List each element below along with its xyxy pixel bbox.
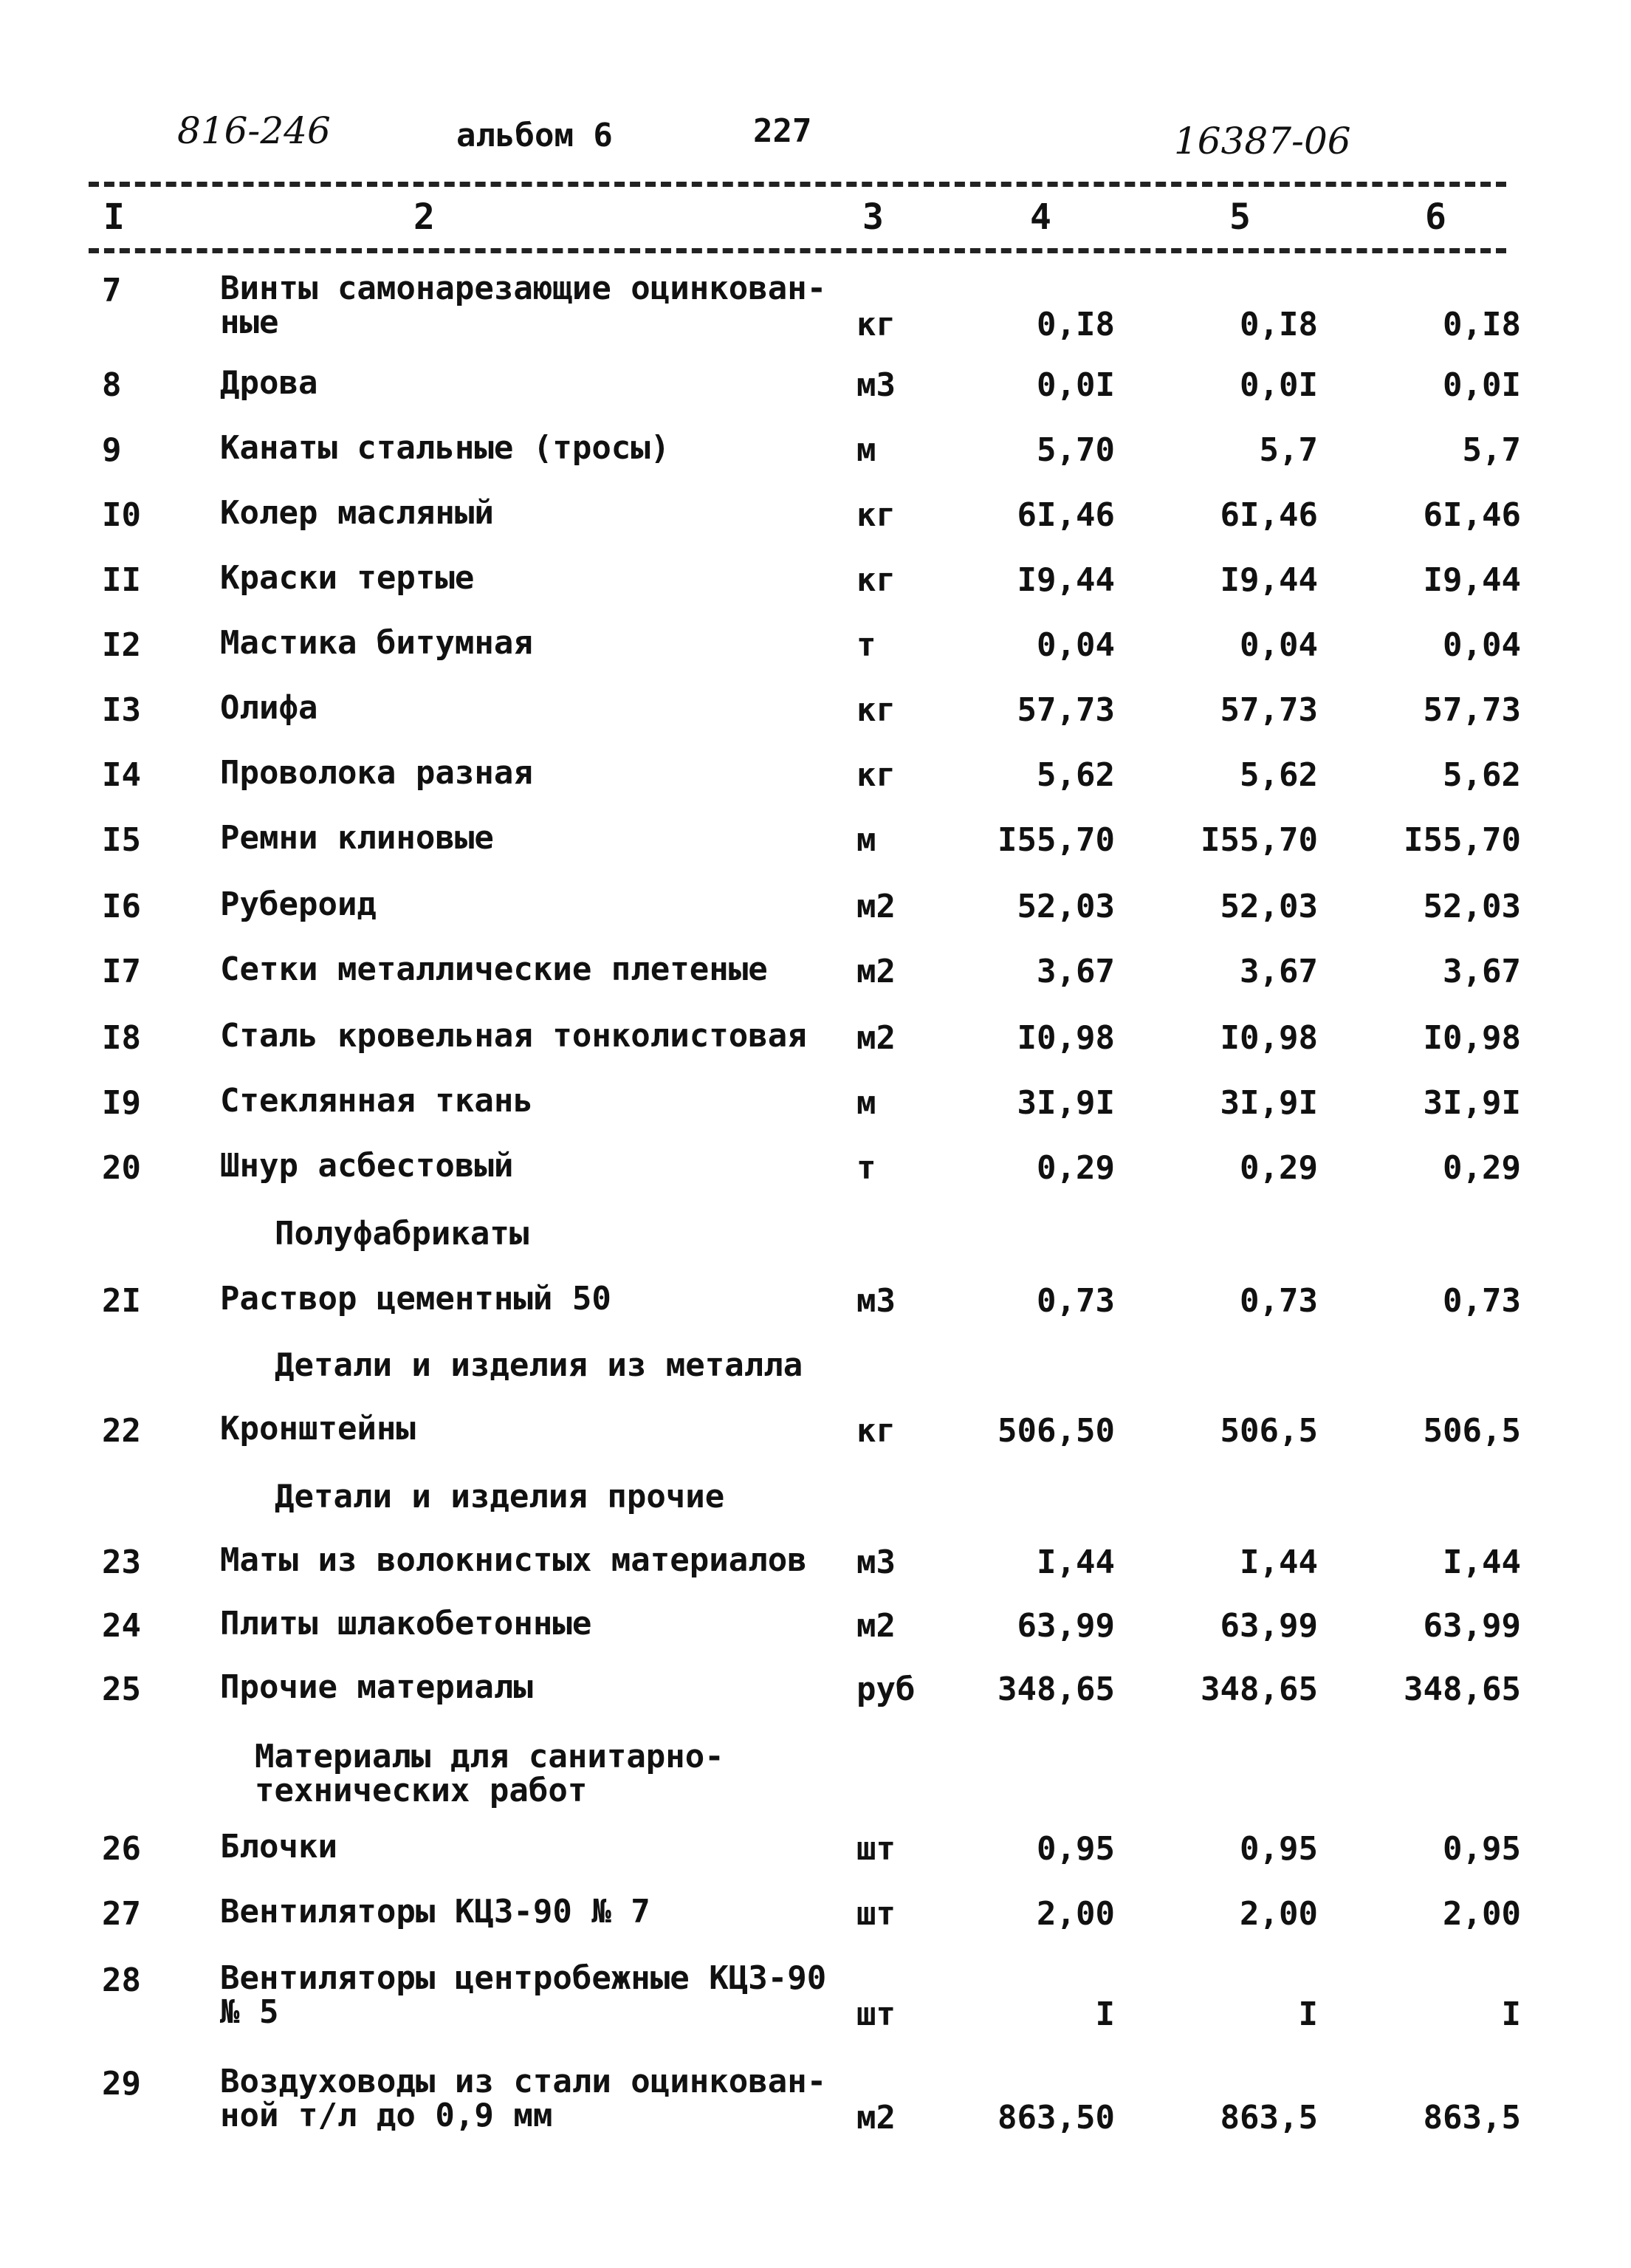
- unit: м3: [856, 1282, 896, 1320]
- column-header-5: 5: [1229, 196, 1251, 238]
- value-col-5: I0,98: [1220, 1019, 1318, 1057]
- row-number: 20: [102, 1149, 141, 1187]
- album-label: альбом 6: [456, 117, 613, 154]
- value-col-5: 5,62: [1240, 756, 1318, 794]
- row-number: 26: [102, 1830, 141, 1868]
- material-name: Мастика битумная: [220, 624, 533, 662]
- row-number: I5: [102, 821, 141, 859]
- material-name: Сетки металлические плетеные: [220, 950, 768, 988]
- value-col-6: 3,67: [1443, 953, 1521, 990]
- material-name: Дрова: [220, 364, 318, 402]
- unit: шт: [856, 1995, 896, 2033]
- row-number: I9: [102, 1084, 141, 1122]
- value-col-4: 5,70: [1037, 431, 1115, 469]
- value-col-4: 3I,9I: [1017, 1084, 1115, 1122]
- value-col-5: 0,73: [1240, 1282, 1318, 1320]
- header-top-rule: [89, 182, 1506, 193]
- section-heading: Детали и изделия прочие: [275, 1478, 725, 1515]
- column-header-2: 2: [413, 196, 435, 238]
- value-col-4: 0,0I: [1037, 366, 1115, 404]
- section-heading: Детали и изделия из металла: [275, 1346, 803, 1384]
- unit: м2: [856, 953, 896, 990]
- row-number: II: [102, 561, 141, 599]
- value-col-6: I9,44: [1423, 561, 1521, 599]
- value-col-5: 5,7: [1259, 431, 1318, 469]
- value-col-6: 0,I8: [1443, 306, 1521, 343]
- material-name: Воздуховоды из стали оцинкован- ной т/л до 0,9 мм: [220, 2063, 827, 2134]
- value-col-6: 6I,46: [1423, 496, 1521, 534]
- column-header-1: I: [103, 196, 125, 238]
- material-name: Кронштейны: [220, 1410, 416, 1448]
- value-col-6: I55,70: [1404, 821, 1521, 859]
- value-col-5: 57,73: [1220, 691, 1318, 729]
- unit: кг: [856, 496, 896, 534]
- material-name: Сталь кровельная тонколистовая: [220, 1017, 807, 1055]
- row-number: I7: [102, 953, 141, 990]
- value-col-6: 0,04: [1443, 626, 1521, 664]
- unit: м2: [856, 888, 896, 925]
- value-col-5: 863,5: [1220, 2099, 1318, 2137]
- value-col-4: 2,00: [1037, 1895, 1115, 1933]
- row-number: 9: [102, 431, 122, 469]
- value-col-6: 863,5: [1423, 2099, 1521, 2137]
- value-col-6: 5,7: [1462, 431, 1521, 469]
- material-name: Вентиляторы КЦЗ-90 № 7: [220, 1893, 650, 1930]
- unit: м3: [856, 1544, 896, 1581]
- value-col-4: 0,95: [1037, 1830, 1115, 1868]
- value-col-4: I: [1095, 1995, 1115, 2033]
- material-name: Шнур асбестовый: [220, 1147, 514, 1185]
- value-col-5: I55,70: [1201, 821, 1318, 859]
- row-number: 2I: [102, 1282, 141, 1320]
- value-col-6: 2,00: [1443, 1895, 1521, 1933]
- value-col-4: 863,50: [998, 2099, 1115, 2137]
- material-name: Блочки: [220, 1828, 337, 1866]
- value-col-5: 0,0I: [1240, 366, 1318, 404]
- section-heading: Материалы для санитарно- технических работ: [255, 1738, 724, 1809]
- value-col-6: 63,99: [1423, 1607, 1521, 1645]
- value-col-6: 506,5: [1423, 1412, 1521, 1450]
- row-number: 23: [102, 1544, 141, 1581]
- value-col-4: I,44: [1037, 1544, 1115, 1581]
- value-col-4: 52,03: [1017, 888, 1115, 925]
- value-col-5: 2,00: [1240, 1895, 1318, 1933]
- value-col-5: I,44: [1240, 1544, 1318, 1581]
- material-name: Маты из волокнистых материалов: [220, 1541, 807, 1579]
- value-col-5: 0,95: [1240, 1830, 1318, 1868]
- material-name: Винты самонарезающие оцинкован- ные: [220, 270, 827, 341]
- value-col-6: 57,73: [1423, 691, 1521, 729]
- material-name: Раствор цементный 50: [220, 1280, 611, 1318]
- row-number: 25: [102, 1671, 141, 1708]
- row-number: 27: [102, 1895, 141, 1933]
- value-col-4: I0,98: [1017, 1019, 1115, 1057]
- value-col-5: I: [1298, 1995, 1318, 2033]
- material-name: Ремни клиновые: [220, 819, 494, 857]
- value-col-5: 0,04: [1240, 626, 1318, 664]
- row-number: 28: [102, 1962, 141, 1999]
- row-number: I3: [102, 691, 141, 729]
- unit: шт: [856, 1895, 896, 1933]
- value-col-4: 57,73: [1017, 691, 1115, 729]
- material-name: Колер масляный: [220, 494, 494, 532]
- unit: м2: [856, 1019, 896, 1057]
- value-col-5: 348,65: [1201, 1671, 1318, 1708]
- unit: м: [856, 1084, 876, 1122]
- value-col-4: 0,I8: [1037, 306, 1115, 343]
- page-number: 227: [753, 112, 812, 150]
- row-number: I6: [102, 888, 141, 925]
- material-name: Вентиляторы центробежные КЦЗ-90 № 5: [220, 1959, 827, 2031]
- unit: кг: [856, 306, 896, 343]
- value-col-6: 3I,9I: [1423, 1084, 1521, 1122]
- value-col-6: I: [1501, 1995, 1521, 2033]
- value-col-6: 0,0I: [1443, 366, 1521, 404]
- column-header-6: 6: [1425, 196, 1446, 238]
- value-col-5: 0,I8: [1240, 306, 1318, 343]
- unit: т: [856, 1149, 876, 1187]
- value-col-6: 0,95: [1443, 1830, 1521, 1868]
- value-col-4: 0,29: [1037, 1149, 1115, 1187]
- value-col-4: 63,99: [1017, 1607, 1115, 1645]
- row-number: I8: [102, 1019, 141, 1057]
- value-col-6: I0,98: [1423, 1019, 1521, 1057]
- unit: кг: [856, 691, 896, 729]
- value-col-5: 0,29: [1240, 1149, 1318, 1187]
- column-header-4: 4: [1030, 196, 1051, 238]
- value-col-6: 348,65: [1404, 1671, 1521, 1708]
- document-code-handwritten: 816-246: [177, 109, 331, 152]
- value-col-6: I,44: [1443, 1544, 1521, 1581]
- column-header-3: 3: [862, 196, 884, 238]
- value-col-5: 3,67: [1240, 953, 1318, 990]
- unit: кг: [856, 561, 896, 599]
- unit: м3: [856, 366, 896, 404]
- value-col-5: I9,44: [1220, 561, 1318, 599]
- value-col-6: 0,29: [1443, 1149, 1521, 1187]
- row-number: 29: [102, 2065, 141, 2103]
- row-number: I2: [102, 626, 141, 664]
- value-col-4: I9,44: [1017, 561, 1115, 599]
- section-heading: Полуфабрикаты: [275, 1215, 529, 1253]
- material-name: Краски тертые: [220, 559, 475, 597]
- material-name: Проволока разная: [220, 754, 533, 792]
- unit: шт: [856, 1830, 896, 1868]
- unit: м2: [856, 2099, 896, 2137]
- value-col-5: 52,03: [1220, 888, 1318, 925]
- header-bottom-rule: [89, 248, 1506, 259]
- value-col-4: 506,50: [998, 1412, 1115, 1450]
- value-col-5: 3I,9I: [1220, 1084, 1318, 1122]
- row-number: 22: [102, 1412, 141, 1450]
- material-name: Стеклянная ткань: [220, 1082, 533, 1120]
- unit: кг: [856, 1412, 896, 1450]
- row-number: 7: [102, 272, 122, 309]
- value-col-4: 0,04: [1037, 626, 1115, 664]
- value-col-4: 3,67: [1037, 953, 1115, 990]
- material-name: Канаты стальные (тросы): [220, 429, 670, 467]
- value-col-6: 5,62: [1443, 756, 1521, 794]
- value-col-4: 6I,46: [1017, 496, 1115, 534]
- value-col-5: 6I,46: [1220, 496, 1318, 534]
- value-col-4: 0,73: [1037, 1282, 1115, 1320]
- row-number: 8: [102, 366, 122, 404]
- value-col-5: 506,5: [1220, 1412, 1318, 1450]
- row-number: I0: [102, 496, 141, 534]
- unit: м: [856, 431, 876, 469]
- row-number: 24: [102, 1607, 141, 1645]
- unit: т: [856, 626, 876, 664]
- material-name: Рубероид: [220, 885, 377, 923]
- unit: м2: [856, 1607, 896, 1645]
- value-col-4: 348,65: [998, 1671, 1115, 1708]
- project-code-handwritten: 16387-06: [1174, 120, 1351, 162]
- unit: м: [856, 821, 876, 859]
- value-col-4: 5,62: [1037, 756, 1115, 794]
- material-name: Олифа: [220, 689, 318, 727]
- unit: руб: [856, 1671, 916, 1708]
- material-name: Прочие материалы: [220, 1668, 533, 1706]
- material-name: Плиты шлакобетонные: [220, 1605, 592, 1642]
- value-col-6: 0,73: [1443, 1282, 1521, 1320]
- row-number: I4: [102, 756, 141, 794]
- value-col-5: 63,99: [1220, 1607, 1318, 1645]
- value-col-4: I55,70: [998, 821, 1115, 859]
- unit: кг: [856, 756, 896, 794]
- value-col-6: 52,03: [1423, 888, 1521, 925]
